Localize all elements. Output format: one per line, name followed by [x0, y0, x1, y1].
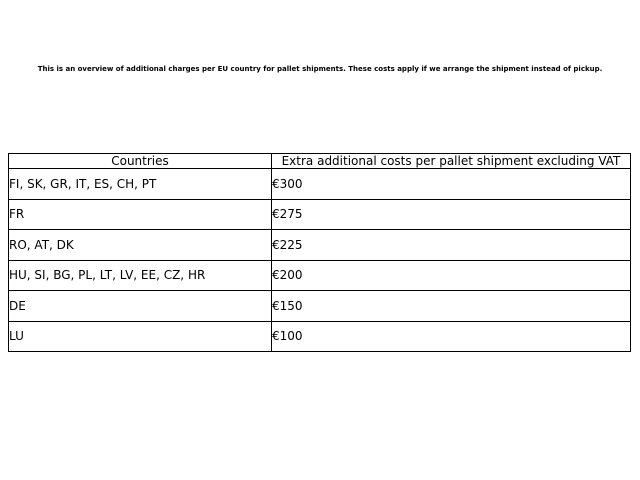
countries-cell: DE — [9, 291, 272, 322]
table-row — [9, 199, 631, 230]
countries-cell: LU — [9, 321, 272, 352]
cost-cell: €150 — [272, 291, 631, 322]
table-row — [9, 230, 631, 261]
cost-cell: €100 — [272, 321, 631, 352]
cost-cell: €200 — [272, 260, 631, 291]
table-row — [9, 169, 631, 200]
column-header-costs: Extra additional costs per pallet shipment excluding VAT — [272, 154, 631, 169]
countries-cell: HU, SI, BG, PL, LT, LV, EE, CZ, HR — [9, 260, 272, 291]
intro-text: This is an overview of additional charges per EU country for pallet shipments. These costs apply if we arrange the shipment instead of pickup. — [37, 65, 603, 73]
column-header-countries: Countries — [9, 154, 272, 169]
table-row — [9, 291, 631, 322]
cost-cell: €225 — [272, 230, 631, 261]
cost-cell: €275 — [272, 199, 631, 230]
countries-cell: FR — [9, 199, 272, 230]
table-row — [9, 321, 631, 352]
cost-cell: €300 — [272, 169, 631, 200]
countries-cell: FI, SK, GR, IT, ES, CH, PT — [9, 169, 272, 200]
table-row — [9, 260, 631, 291]
table-header-row — [9, 154, 631, 169]
countries-cell: RO, AT, DK — [9, 230, 272, 261]
charges-table — [8, 153, 631, 352]
